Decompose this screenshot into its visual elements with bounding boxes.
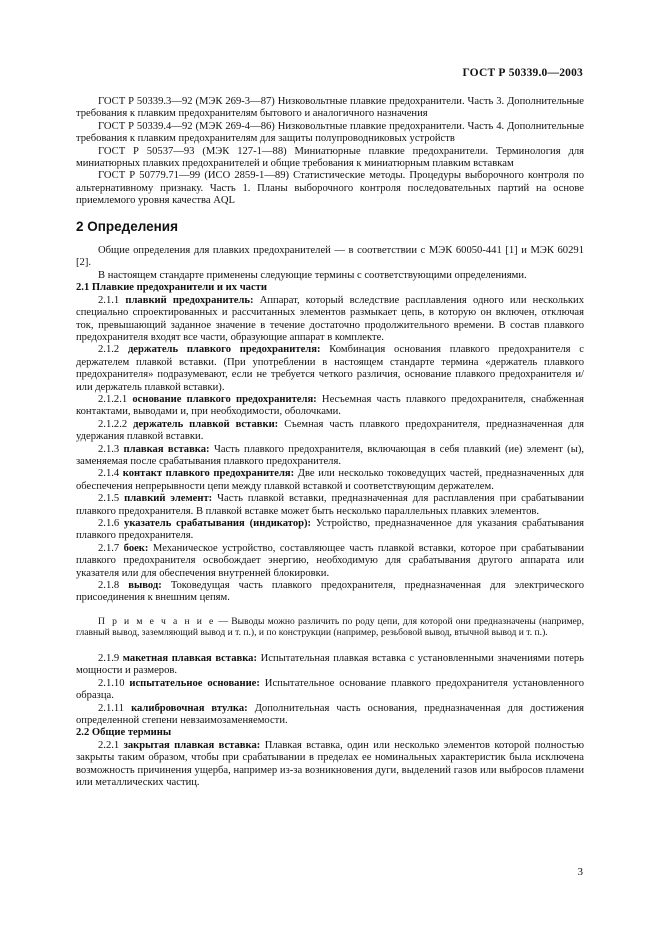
definition-term: держатель плавкой вставки: [133,418,279,430]
section-heading: 2 Определения [76,218,178,234]
definition-number: 2.1.2.1 [98,393,128,405]
definition-term: закрытая плавкая вставка: [123,739,261,751]
standard-designation: ГОСТ Р 50339.0—2003 [462,67,583,79]
definition-number: 2.2.1 [98,739,120,751]
definition-item [76,468,584,493]
definition-text: Комбинация основания плавкого предохранителя с держателем плавкой вставки. (При употреблении в настоящем стандарте термина «держатель плавкого предохранителя» подразумевают, если не требуется четкого различия, основание плавкого предохранителя и/или держатель плавкой вставки). [76,344,584,393]
definition-text: Плавкая вставка, один или несколько элементов которой полностью закрыты таким образом, чтобы при срабатывании в пределах ее номинальных характеристик была исключена возможность причинения ущерба, например из-за возникновения дуги, выделений газов или выбросов пламени или металлических частиц. [76,739,585,789]
definition-term: вывод: [128,580,162,592]
definition-text: Устройство, предназначенное для указания срабатывания плавкого предохранителя. [76,518,584,542]
page-number: 3 [577,865,583,878]
definition-item [76,344,584,394]
reference-item: ГОСТ Р 50537—93 (МЭК 127-1—88) Миниатюрные плавкие предохранители. Терминология для миниатюрных плавких предохранителей и общие требования к миниатюрным плавким вставкам [76,145,584,170]
definition-item [76,740,584,790]
definition-text: Часть плавкого предохранителя, включающая в себя плавкий (ие) элемент (ы), заменяемая после срабатывания плавкого предохранителя. [76,443,585,467]
definition-term: держатель плавкого предохранителя: [127,344,321,356]
definition-term: контакт плавкого предохранителя: [122,468,295,480]
definition-term: боек: [123,542,149,554]
definition-item [76,703,584,728]
definition-item [76,653,584,678]
definition-number: 2.1.5 [98,493,120,505]
definition-text: Аппарат, который вследствие расплавления одного или нескольких специально спроектированных и рассчитанных элементов размыкает цепь, в которую он включен, отключая ток, превышающий заданное значение в течение достаточно продолжительного времени. В состав плавкого предохранителя входят все части, образующие аппарат в комплекте. [76,294,584,343]
reference-item: ГОСТ Р 50339.3—92 (МЭК 269-3—87) Низковольтные плавкие предохранители. Часть 3. Дополнительные требования к плавким предохранителям бытового и аналогичного назначения [76,96,584,120]
definition-number: 2.1.11 [98,702,125,714]
definition-term: плавкая вставка: [123,443,210,455]
section-intro: Общие определения для плавких предохранителей — в соответствии с МЭК 60050-441 [1] и МЭК 60291 [2]. [76,245,584,269]
note-block [76,616,584,639]
definition-term: испытательное основание: [129,677,260,689]
reference-item: ГОСТ Р 50779.71—99 (ИСО 2859-1—89) Статистические методы. Процедуры выборочного контроля по альтернативному признаку. Часть 1. Планы выборочного контроля последовательных партий на основе приемлемого уровня качества AQL [76,170,584,207]
definition-number: 2.1.2 [98,344,120,356]
definition-term: макетная плавкая вставка: [122,653,257,665]
definition-number: 2.1.1 [98,294,120,306]
definition-item [76,543,584,580]
definition-text: Съемная часть плавкого предохранителя, предназначенная для удержания плавкой вставки. [76,418,584,443]
definition-text: Две или несколько токоведущих частей, предназначенных для обеспечения непрерывности цепи между плавкой вставкой и соответствующим держателем. [76,468,585,492]
definition-text: Часть плавкой вставки, предназначенная для расплавления при срабатывании плавкого предохранителя. В плавкой вставке может быть несколько параллельных плавких элементов. [76,493,585,517]
definition-item [76,580,584,605]
note-label: П р и м е ч а н и е [98,615,216,627]
definition-number: 2.1.3 [98,443,120,455]
definition-text: Испытательная плавкая вставка с установленными значениями потерь мощности и размеров. [76,653,585,677]
definition-item [76,444,584,469]
definition-number: 2.1.10 [98,677,125,689]
definition-text: Испытательное основание плавкого предохранителя установленного образца. [76,677,584,702]
definition-number: 2.1.2.2 [98,418,128,430]
definition-number: 2.1.7 [98,542,120,554]
definition-item [76,394,584,419]
definition-number: 2.1.9 [98,653,120,665]
definition-number: 2.1.6 [98,518,120,529]
section-intro: В настоящем стандарте применены следующие термины с соответствующими определениями. [98,269,527,281]
page-content [76,96,584,790]
definition-number: 2.1.4 [98,468,120,480]
definition-term: основание плавкого предохранителя: [132,393,317,405]
definition-item [76,518,584,543]
definition-number: 2.1.8 [98,580,120,592]
definition-item [76,295,584,345]
subsection-heading: 2.2 Общие термины [76,727,172,739]
definition-text: Механическое устройство, составляющее часть плавкой вставки, которое при срабатывании плавкого предохранителя освобождает энергию, необходимую для срабатывания другого аппарата или указателя или для обеспечения внутренней блокировки. [76,542,584,579]
reference-item: ГОСТ Р 50339.4—92 (МЭК 269-4—86) Низковольтные плавкие предохранители. Часть 4. Дополнительные требования к плавким предохранителям для защиты полупроводниковых устройств [76,120,584,145]
definition-item [76,419,584,444]
definition-term: плавкий элемент: [124,493,213,505]
note-text: — Выводы можно различить по роду цепи, для которой они предназначены (например, главный вывод, заземляющий вывод и т. п.), и по конструкции (например, резьбовой вывод, втычной вывод и т. п.). [76,615,584,639]
subsection-heading: 2.1 Плавкие предохранители и их части [76,282,267,294]
definition-text: Токоведущая часть плавкого предохранителя, предназначенная для электрического присоединения к внешним цепям. [76,580,584,604]
definition-term: указатель срабатывания (индикатор): [124,518,312,529]
definition-item [76,493,584,518]
definition-text: Дополнительная часть основания, предназначенная для достижения определенной степени невзаимозаменяемости. [76,702,585,727]
definition-term: калибровочная втулка: [131,702,248,714]
definition-term: плавкий предохранитель: [125,294,254,306]
definition-item [76,678,584,703]
definition-text: Несъемная часть плавкого предохранителя, снабженная контактами, выводами и, при необходимости, оболочками. [76,393,584,418]
